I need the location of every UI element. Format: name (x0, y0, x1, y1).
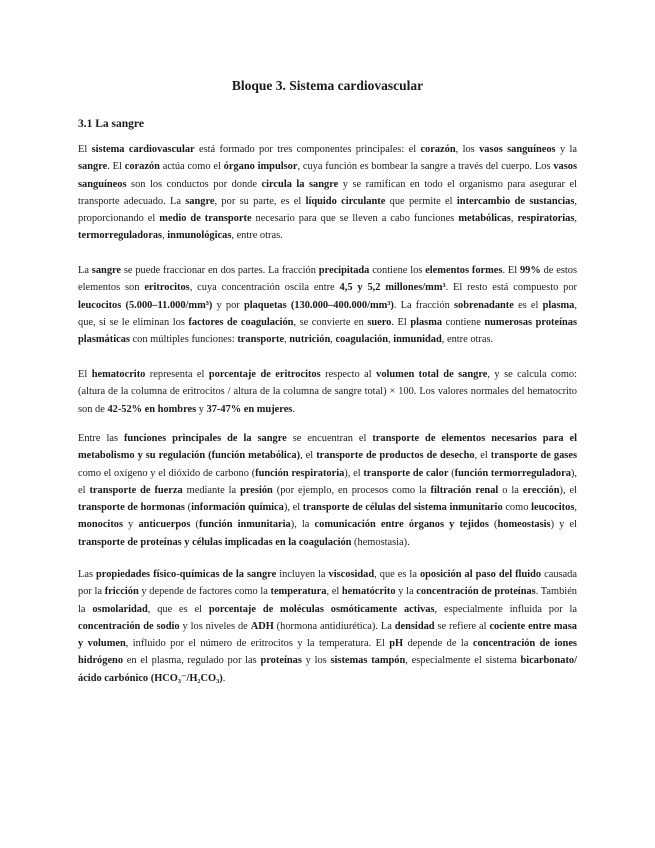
bold-term: 99% (519, 265, 541, 276)
bold-term: líquido circulante (305, 195, 386, 207)
bold-term: función termorreguladora (454, 467, 571, 479)
text-run: , especialmente influida por la (434, 603, 577, 615)
text-run: causada por la (78, 569, 577, 598)
bold-term: intercambio de sustancias (456, 195, 575, 207)
text-run: actúa como el (159, 161, 224, 173)
bold-term: 37-47% en mujeres (206, 403, 293, 415)
bold-term: vasos sanguíneos (479, 144, 556, 155)
paragraph-cardiovascular-system (78, 141, 577, 245)
bold-term: plasma (542, 299, 575, 311)
bold-term: transporte de calor (363, 467, 449, 479)
text-run: respecto al (320, 369, 377, 380)
bold-term: porcentaje de moléculas osmóticamente activas (208, 603, 435, 615)
bold-term: transporte de hormonas (78, 502, 185, 514)
text-run: El (78, 369, 92, 380)
bold-term: 42-52% en hombres (107, 403, 197, 415)
text-run: como el oxígeno y el dióxido de carbono ( (78, 467, 256, 479)
text-run: , (162, 230, 168, 242)
text-run: . El (391, 316, 411, 328)
text-run: y (123, 519, 139, 531)
text-run: , los (455, 144, 480, 155)
text-run: , por su parte, es el (214, 195, 306, 207)
bold-term: anticuerpos (138, 519, 191, 531)
bold-term: oposición al paso del fluido (419, 569, 542, 580)
bold-term: vasos sanguíneos (78, 161, 577, 190)
text-run: ) y el (550, 519, 577, 531)
bold-term: transporte de gases (490, 450, 577, 462)
bold-term: hematócrito (341, 586, 396, 598)
bold-term: numerosas proteínas plasmáticas (78, 316, 578, 346)
text-run: Entre las (78, 433, 124, 444)
bold-term: plaquetas (243, 299, 287, 311)
text-run: es el (513, 299, 543, 311)
text-run: y se ramifican en todo el organismo para asegurar el transporte adecuado. La (78, 178, 577, 207)
text-run: y por (212, 299, 244, 311)
bold-term: corazón (420, 144, 456, 155)
bold-term: factores de coagulación (188, 316, 294, 328)
bold-term: circula la sangre (261, 178, 339, 190)
bold-term: ADH (250, 620, 274, 632)
text-run: . La fracción (393, 299, 455, 311)
paragraph-hematocrit (78, 366, 577, 418)
text-run: El (78, 144, 92, 155)
text-run: ( (190, 519, 199, 531)
bold-term: transporte de fuerza (89, 484, 183, 496)
bold-term: temperatura (270, 586, 327, 598)
text-run: representa el (145, 369, 209, 380)
bold-term: sangre (91, 265, 122, 276)
bold-term: suero (367, 316, 392, 328)
bold-term: termorreguladoras (78, 230, 163, 242)
text-run: contiene (442, 316, 485, 328)
text-run: ), el (344, 467, 364, 479)
bold-term: sangre (78, 161, 108, 173)
text-run: La (78, 265, 92, 276)
bold-term: función respiratoria (255, 467, 345, 479)
text-run: con múltiples funciones: (129, 334, 238, 346)
text-run: . (222, 672, 226, 684)
text-run: . También la (78, 586, 577, 615)
text-run: , que es la (374, 569, 420, 580)
bold-term: metabólicas (458, 213, 511, 225)
bold-term: proteínas (260, 655, 302, 667)
text-run: ), el (283, 502, 303, 514)
bold-term: concentración de proteínas (416, 586, 536, 598)
bold-term: comunicación entre órganos y tejidos (314, 519, 489, 531)
bold-term: nutrición (289, 334, 331, 346)
bold-term: coagulación (335, 334, 389, 346)
bold-term: sistema cardiovascular (91, 144, 195, 155)
bold-term: eritrocitos (144, 282, 190, 294)
text-run: y los niveles de (179, 620, 251, 632)
text-run: , influido por el número de eritrocitos y la temperatura. El (125, 638, 390, 650)
text-run: , cuya concentración oscila entre (189, 282, 340, 294)
text-run: ), la (290, 519, 315, 531)
bold-term: sangre (185, 195, 215, 207)
text-run: , (574, 502, 577, 514)
bold-term: 4,5 y 5,2 millones/mm³ (339, 282, 446, 294)
page-title: Bloque 3. Sistema cardiovascular (231, 78, 424, 93)
text-run: ( (184, 502, 192, 514)
text-run: . El (107, 161, 125, 173)
text-run: (hemostasia). (351, 536, 410, 548)
bold-term: transporte (237, 334, 285, 346)
bold-term: erección (522, 484, 560, 496)
text-run: incluyen la (276, 569, 329, 580)
text-run: , (388, 334, 394, 346)
text-run: son los conductos por donde (126, 178, 262, 190)
text-run: , proporcionando el (78, 195, 577, 225)
text-run: ), el (559, 484, 578, 496)
text-run: en el plasma, regulado por las (123, 655, 261, 667)
text-run: que permite el (385, 195, 457, 207)
text-run: contiene los (369, 265, 426, 276)
text-run: necesario para que se lleven a cabo funciones (251, 213, 459, 225)
text-run: , (330, 334, 336, 346)
bold-term: elementos formes (425, 265, 503, 276)
text-run: está formado por tres componentes principales: el (194, 144, 421, 155)
text-run: . (292, 403, 295, 415)
bold-term: densidad (394, 620, 435, 632)
text-run: y la (395, 586, 417, 598)
paragraph-blood-fractions (78, 262, 577, 348)
text-run: se encuentran el (286, 433, 373, 444)
bold-term: concentración de sodio (78, 620, 180, 632)
text-run: , especialmente el sistema (405, 655, 521, 667)
bold-term: volumen total de sangre (376, 369, 488, 380)
bold-term: (función metabólica) (208, 450, 301, 462)
text-run: (hormona antidiurética). La (273, 620, 395, 632)
text-run: ( (448, 467, 455, 479)
bold-term: precipitada (318, 265, 370, 276)
bold-term: homeostasis (497, 519, 551, 531)
bold-term: información química (191, 502, 284, 514)
text-run: , el (326, 586, 342, 598)
text-run: y la (555, 144, 577, 155)
text-run: . El resto está compuesto por (445, 282, 577, 294)
text-run: . El (502, 265, 520, 276)
bold-term: función inmunitaria (199, 519, 291, 531)
text-run: como (502, 502, 532, 514)
bold-term: presión (240, 484, 273, 496)
paragraph-physicochemical-properties (78, 566, 577, 687)
bold-term: fricción (104, 586, 139, 598)
text-run: , el (474, 450, 491, 462)
text-run: , y se calcula como: (altura de la columna de eritrocitos / altura de la columna de sangre total) × 100. Los valores normales del hematocrito son de (78, 369, 577, 415)
bold-term: monocitos (78, 519, 124, 531)
bold-term: (130.000–400.000/mm³) (290, 299, 394, 311)
text-run: ( (488, 519, 498, 531)
text-run: de estos elementos son (78, 265, 577, 294)
bold-term: porcentaje de eritrocitos (208, 369, 321, 380)
bold-term: órgano impulsor (223, 161, 298, 173)
bold-term: pH (389, 638, 404, 650)
bold-term: corazón (124, 161, 160, 173)
text-run: Las (78, 569, 97, 580)
paragraph-blood-functions (78, 430, 577, 551)
text-run: o la (498, 484, 523, 496)
bold-term: transporte de elementos necesarios para el metabolismo y su regulación (78, 433, 577, 462)
text-run: mediante la (182, 484, 241, 496)
text-run: y (196, 403, 207, 415)
text-run: se puede fraccionar en dos partes. La fracción (121, 265, 319, 276)
text-run: , entre otras. (231, 230, 283, 242)
bold-term: leucocitos (78, 299, 122, 311)
text-run: , el (300, 450, 317, 462)
text-run: , (574, 213, 578, 225)
bold-term: sistemas tampón (330, 655, 406, 667)
text-run: y los (301, 655, 331, 667)
bold-term: viscosidad (328, 569, 375, 580)
bold-term: plasma (410, 316, 443, 328)
bold-term: transporte de células del sistema inmunitario (302, 502, 503, 514)
bold-term: filtración renal (430, 484, 499, 496)
bold-term: transporte de proteínas y células implicadas en la coagulación (78, 536, 352, 548)
bold-term: hematocrito (91, 369, 146, 380)
text-run: , (284, 334, 290, 346)
text-run: , (510, 213, 518, 225)
bold-term: respiratorias (517, 213, 575, 225)
text-run: se refiere al (434, 620, 490, 632)
text-run: (por ejemplo, en procesos como la (272, 484, 431, 496)
bold-term: bicarbonato/ácido carbónico (HCO₃⁻/H₂CO₃) (78, 655, 578, 684)
bold-term: transporte de productos de desecho (316, 450, 475, 462)
bold-term: (5.000–11.000/mm³) (125, 299, 213, 311)
text-run: , que es el (147, 603, 209, 615)
bold-term: osmolaridad (92, 603, 148, 615)
text-run: , se convierte en (293, 316, 368, 328)
bold-term: cociente entre masa y volumen (78, 620, 577, 650)
text-run: depende de la (403, 638, 473, 650)
bold-term: concentración de iones hidrógeno (78, 638, 577, 667)
bold-term: inmunidad (393, 334, 442, 346)
bold-term: medio de transporte (159, 213, 252, 225)
bold-term: leucocitos (531, 502, 575, 514)
text-run: , que, si se le eliminan los (78, 299, 577, 328)
text-run: ), el (78, 467, 577, 496)
text-run: , entre otras. (441, 334, 494, 346)
section-heading: 3.1 La sangre (78, 118, 144, 130)
bold-term: sobrenadante (454, 299, 514, 311)
bold-term: propiedades físico-químicas de la sangre (96, 569, 277, 580)
bold-term: inmunológicas (167, 230, 232, 242)
text-run: y depende de factores como la (138, 586, 271, 598)
text-run: , cuya función es bombear la sangre a través del cuerpo. Los (297, 161, 554, 173)
bold-term: funciones principales de la sangre (123, 433, 287, 444)
